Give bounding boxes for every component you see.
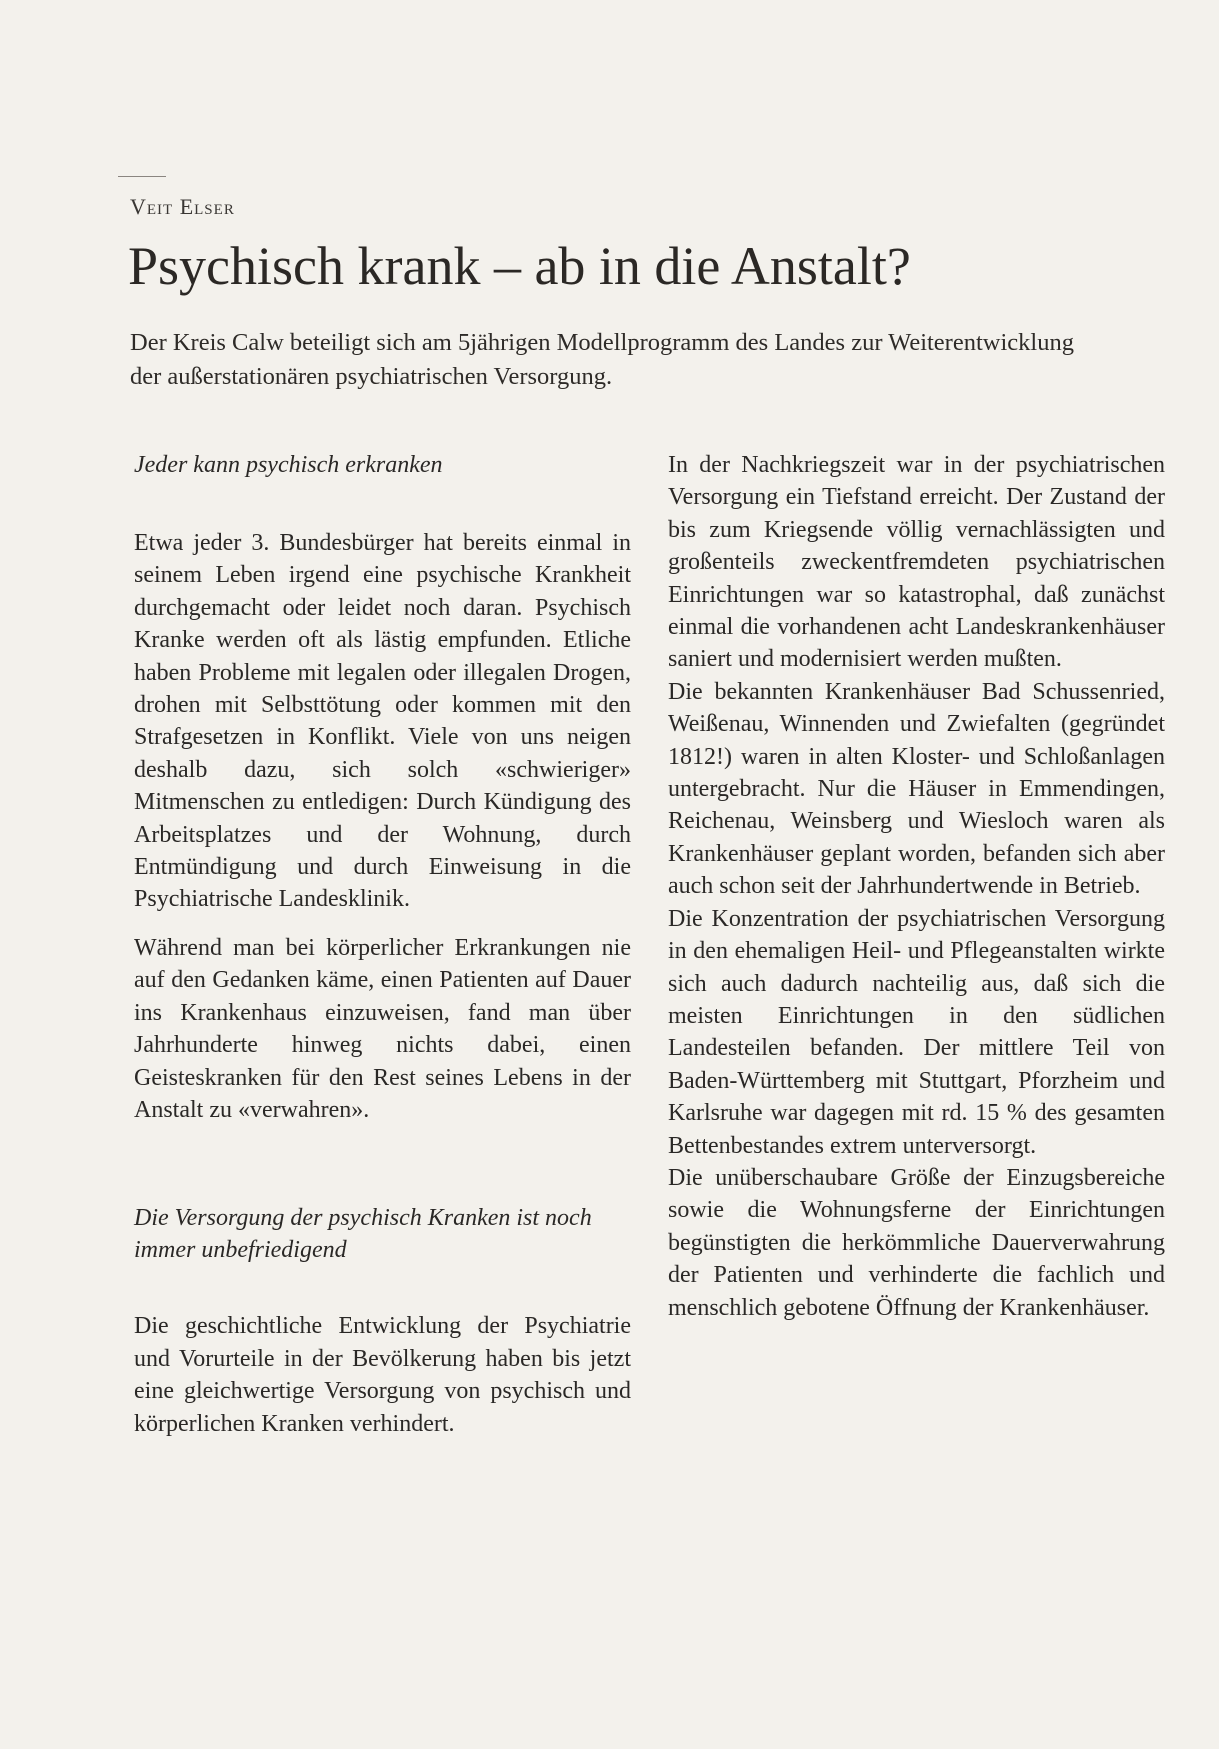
body-paragraph: Etwa jeder 3. Bundesbürger hat bereits einmal in seinem Leben irgend eine psychische Krankheit durchgemacht oder leidet noch daran. Psychisch Kranke werden oft als lästig empfunden. Etliche haben Probleme mit legalen oder illegalen Drogen, drohen mit Selbsttötung oder kommen mit den Strafgesetzen in Konflikt. Viele von uns neigen deshalb dazu, sich solch «schwieriger» Mitmenschen zu entledigen: Durch Kündigung des Arbeitsplatzes und der Wohnung, durch Entmündigung und durch Einweisung in die Psychiatrische Landesklinik.	[134, 530, 631, 913]
section-heading: Die Versorgung der psychisch Kranken ist noch immer unbefriedigend	[134, 1205, 592, 1264]
section-heading: Jeder kann psychisch erkranken	[134, 452, 443, 478]
body-paragraph: Während man bei körperlicher Erkrankungen nie auf den Gedanken käme, einen Patienten auf Dauer ins Krankenhaus einzuweisen, fand man über Jahrhunderte hinweg nichts dabei, einen Geisteskranken für den Rest seines Lebens in der Anstalt zu «verwahren».	[134, 934, 631, 1123]
body-paragraph: Die unüberschaubare Größe der Einzugsbereiche sowie die Wohnungsferne der Einrichtungen begünstigten die herkömmliche Dauerverwahrung der Patienten und verhinderte die fachlich und menschlich gebotene Öffnung der Krankenhäuser.	[668, 1164, 1165, 1321]
body-paragraph: Die bekannten Krankenhäuser Bad Schussenried, Weißenau, Winnenden und Zwiefalten (gegründet 1812!) waren in alten Kloster- und Schloßanlagen untergebracht. Nur die Häuser in Emmendingen, Reichenau, Weinsberg und Wiesloch waren als Krankenhäuser geplant worden, befanden sich aber auch schon seit der Jahrhundertwende in Betrieb.	[668, 678, 1165, 900]
body-paragraph: Die Konzentration der psychiatrischen Versorgung in den ehemaligen Heil- und Pflegeanstalten wirkte sich auch dadurch nachteilig aus, daß sich die meisten Einrichtungen in den südlichen Landesteilen befanden. Der mittlere Teil von Baden-Württemberg mit Stuttgart, Pforzheim und Karlsruhe war dagegen mit rd. 15 % des gesamten Bettenbestandes extrem unterversorgt.	[668, 905, 1165, 1159]
right-column	[668, 449, 1165, 1324]
article-lead: Der Kreis Calw beteiligt sich am 5jährigen Modellprogramm des Landes zur Weiterentwicklung der außerstationären psychiatrischen Versorgung.	[130, 329, 1074, 390]
body-paragraph: Die geschichtliche Entwicklung der Psychiatrie und Vorurteile in der Bevölkerung haben bis jetzt eine gleichwertige Versorgung von psychisch und körperlichen Kranken verhindert.	[134, 1313, 631, 1437]
author-name: Veit Elser	[130, 194, 235, 219]
header-rule	[118, 176, 166, 177]
article-title: Psychisch krank – ab in die Anstalt?	[128, 236, 911, 296]
left-column	[134, 449, 631, 1440]
body-paragraph: In der Nachkriegszeit war in der psychiatrischen Versorgung ein Tiefstand erreicht. Der Zustand der bis zum Kriegsende völlig vernachlässigten und großenteils zweckentfremdeten psychiatrischen Einrichtungen war so katastrophal, daß zunächst einmal die vorhandenen acht Landeskrankenhäuser saniert und modernisiert werden mußten.	[668, 452, 1165, 673]
